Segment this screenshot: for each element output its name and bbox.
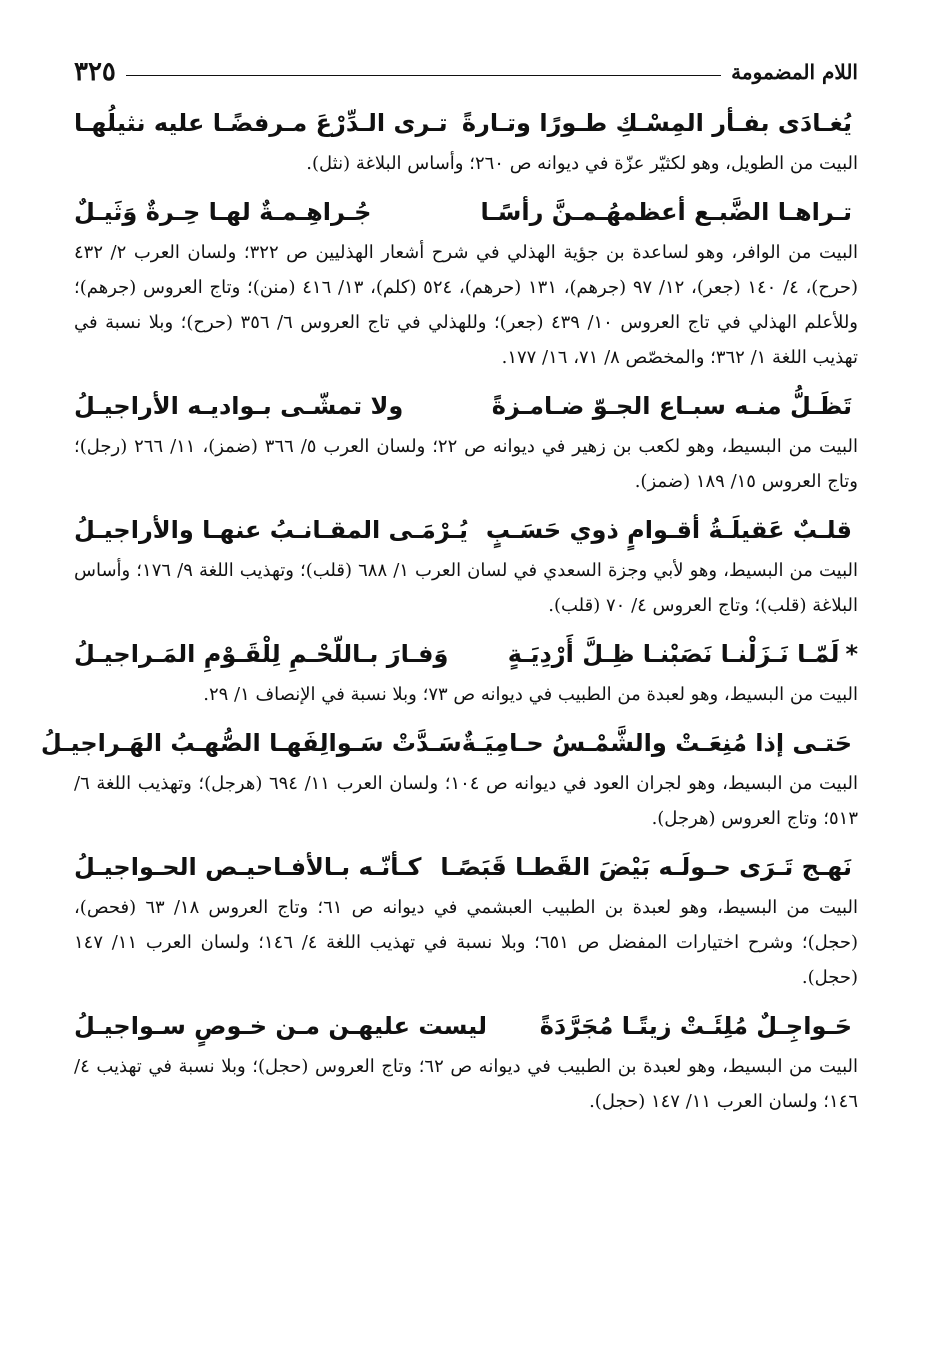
page-header: [74, 52, 858, 92]
verse-entry: [74, 631, 858, 712]
verse-line: [74, 844, 858, 890]
second-hemistich: كـأنّـه بـالأفـاحيـص الحـواجيـلُ: [74, 853, 422, 881]
first-hemistich: *لَمّـا نَـزَلْنـا نَصَبْنـا ظِـلَّ أَرْدِيَـةٍ: [507, 640, 858, 668]
section-title: اللام المضمومة: [731, 60, 858, 84]
star-marker: *: [845, 640, 858, 668]
verse-line: [74, 383, 858, 429]
second-hemistich: ولا تمشّـى بـواديـه الأراجيـلُ: [74, 392, 404, 420]
verse-entry: [74, 100, 858, 181]
verse-note: البيت من الطويل، وهو لكثيّر عزّة في ديوانه ص ٢٦٠؛ وأساس البلاغة (نثل).: [306, 153, 858, 174]
verse-entry: [74, 383, 858, 499]
second-hemistich: يُـرْمَـى المقـانـبُ عنهـا والأراجيـلُ: [74, 516, 469, 544]
verse-line: [40, 720, 858, 766]
first-hemistich: حَـواجِـلٌ مُلِئَـتْ زيتًـا مُجَرَّدَةً: [539, 1012, 852, 1040]
first-hemistich: قلـبٌ عَقيلَـةُ أقـوامٍ ذوي حَسَـبٍ: [485, 516, 852, 544]
verse-note: البيت من البسيط، وهو لعبدة من الطبيب في ديوانه ص ٧٣؛ وبلا نسبة في الإنصاف ١/ ٢٩.: [203, 684, 858, 705]
verse-entry: [74, 507, 858, 623]
second-hemistich: تـرى الـدِّرْعَ مـرفضًـا عليه نثيلُهـا: [74, 109, 448, 137]
verse-line: [74, 100, 858, 146]
verse-note: البيت من البسيط، وهو لعبدة بن الطبيب العبشمي في ديوانه ص ٦١؛ وتاج العروس ١٨/ ٦٣ (فحص)، (حجل)؛ وشرح اختيارات المفضل ص ٦٥١؛ وبلا نسبة في تهذيب اللغة ٤/ ١٤٦؛ ولسان العرب ١١/ ١٤٧ (حجل).: [74, 897, 859, 988]
verse-entries: [40, 100, 859, 1127]
first-hemistich: نَهـج تَـرَى حـولَـه بَيْضَ القَطـا قَبَصًـا: [440, 853, 852, 881]
verse-line: [74, 631, 858, 677]
verse-entry: [74, 189, 858, 375]
second-hemistich: ليست عليهـن مـن خـوصٍ سـواجيـلُ: [74, 1012, 487, 1040]
verse-note: البيت من البسيط، وهو لأبي وجزة السعدي في لسان العرب ١/ ٦٨٨ (قلب)؛ وتهذيب اللغة ٩/ ١٧٦؛ وأساس البلاغة (قلب)؛ وتاج العروس ٤/ ٧٠ (قلب).: [74, 560, 858, 616]
second-hemistich: سَـدَّتْ سَـوالِفَهـا الصُّهـبُ الهَـراجيـلُ: [40, 729, 462, 757]
verse-entry: [74, 844, 858, 995]
verse-entry: [40, 720, 858, 836]
verse-note: البيت من البسيط، وهو لكعب بن زهير في ديوانه ص ٢٢؛ ولسان العرب ٥/ ٣٦٦ (ضمز)، ١١/ ٢٦٦ (رجل)؛ وتاج العروس ١٥/ ١٨٩ (ضمز).: [74, 436, 858, 492]
verse-note: البيت من البسيط، وهو لجران العود في ديوانه ص ١٠٤؛ ولسان العرب ١١/ ٦٩٤ (هرجل)؛ وتهذيب اللغة ٦/ ٥١٣؛ وتاج العروس (هرجل).: [74, 773, 858, 829]
first-hemistich: تَظَـلُّ منـه سبـاع الجـوّ ضـامـزةً: [491, 392, 852, 420]
verse-line: [74, 1003, 858, 1049]
verse-note: البيت من الوافر، وهو لساعدة بن جؤية الهذلي في شرح أشعار الهذليين ص ٣٢٢؛ ولسان العرب ٢/ ٤٣٢ (حرح)، ٤/ ١٤٠ (جعر)، ١٢/ ٩٧ (جرهم)، ١٣١ (حرهم)، ٥٢٤ (كلم)، ١٣/ ٤١٦ (منن)؛ وتاج العروس (جرهم)؛ وللأعلم الهذلي في تاج العروس ١٠/ ٤٣٩ (جعر)؛ وللهذلي في تاج العروس ٦/ ٣٥٦ (حرح)؛ وبلا نسبة في تهذيب اللغة ١/ ٣٦٢؛ والمخصّص ٨/ ٧١، ١٦/ ١٧٧.: [74, 242, 859, 368]
first-hemistich: حَتـى إذا مُنِعَـتْ والشَّمْـسُ حـامِيَـةٌ: [461, 729, 852, 757]
header-rule: [126, 75, 721, 76]
verse-line: [74, 189, 858, 235]
page-number: ٣٢٥: [74, 57, 116, 87]
verse-entry: [74, 1003, 858, 1119]
first-hemistich: يُغـادَى بفـأر المِسْـكِ طـورًا وتـارةً: [461, 109, 852, 137]
first-hemistich: تـراهـا الضَّبـع أعظمهُـمـنَّ رأسًـا: [480, 198, 852, 226]
second-hemistich: وَفـارَ بـاللّحْـمِ لِلْقَـوْمِ المَـراجيـلُ: [74, 640, 449, 668]
verse-note: البيت من البسيط، وهو لعبدة بن الطبيب في ديوانه ص ٦٢؛ وتاج العروس (حجل)؛ وبلا نسبة في تهذيب ٤/ ١٤٦؛ ولسان العرب ١١/ ١٤٧ (حجل).: [74, 1056, 858, 1112]
verse-line: [74, 507, 858, 553]
second-hemistich: جُـراهِـمـةٌ لهـا حِـرةٌ وَثَيـلٌ: [74, 198, 372, 226]
